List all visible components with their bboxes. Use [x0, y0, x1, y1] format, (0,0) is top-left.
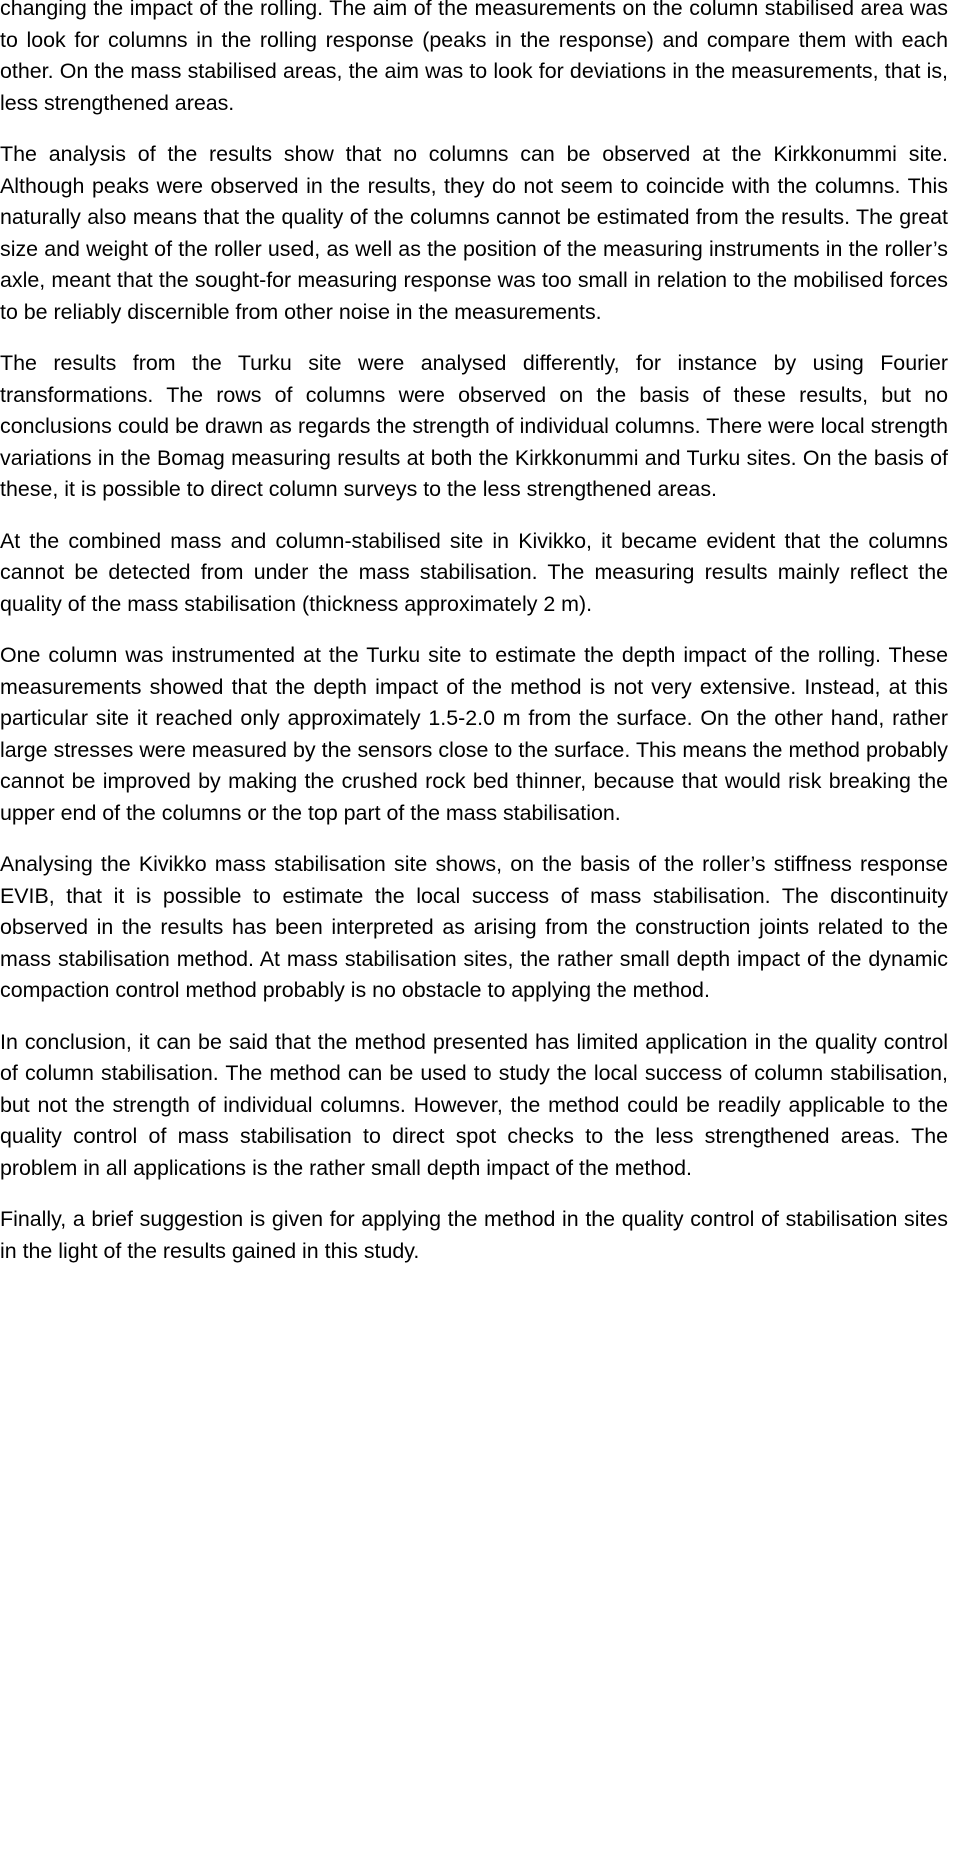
paragraph-depth-impact: One column was instrumented at the Turku site to estimate the depth impact of the rolling. These measurements showed that the depth impact of the method is not very extensive. Instead, at this particular site it reached only approximately 1.5-2.0 m from the surface. On the other hand, rather large stresses were measured by the sensors close to the surface. This means the method probably cannot be improved by making the crushed rock bed thinner, because that would risk breaking the upper end of the columns or the top part of the mass stabilisation. — [0, 643, 948, 825]
paragraph-kirkkonummi-analysis: The analysis of the results show that no columns can be observed at the Kirkkonummi site. Although peaks were observed in the results, they do not seem to coincide with the columns. This naturally also means that the quality of the columns cannot be estimated from the results. The great size and weight of the roller used, as well as the position of the measuring instruments in the roller’s axle, meant that the sought-for measuring response was too small in relation to the mobilised forces to be reliably discernible from other noise in the measurements. — [0, 142, 948, 324]
paragraph-kivikko-combined: At the combined mass and column-stabilised site in Kivikko, it became evident that the columns cannot be detected from under the mass stabilisation. The measuring results mainly reflect the quality of the mass stabilisation (thickness approximately 2 m). — [0, 528, 948, 616]
paragraph-suggestion: Finally, a brief suggestion is given for applying the method in the quality control of stabilisation sites in the light of the results gained in this study. — [0, 1207, 948, 1263]
paragraph-kivikko-mass: Analysing the Kivikko mass stabilisation site shows, on the basis of the roller’s stiffness response EVIB, that it is possible to estimate the local success of mass stabilisation. The discontinuity observed in the results has been interpreted as arising from the construction joints related to the mass stabilisation method. At mass stabilisation sites, the rather small depth impact of the dynamic compaction control method probably is no obstacle to applying the method. — [0, 852, 948, 1002]
paragraph-conclusion: In conclusion, it can be said that the method presented has limited application in the quality control of column stabilisation. The method can be used to study the local success of column stabilisation, but not the strength of individual columns. However, the method could be readily applicable to the quality control of mass stabilisation to direct spot checks to the less strengthened areas. The problem in all applications is the rather small depth impact of the method. — [0, 1029, 948, 1180]
paragraph-turku-results: The results from the Turku site were analysed differently, for instance by using Fourier transformations. The rows of columns were observed on the basis of these results, but no conclusions could be drawn as regards the strength of individual columns. There were local strength variations in the Bomag measuring results at both the Kirkkonummi and Turku sites. On the basis of these, it is possible to direct column surveys to the less strengthened areas. — [0, 351, 948, 501]
paragraph-rolling-impact: changing the impact of the rolling. The aim of the measurements on the column stabilised area was to look for columns in the rolling response (peaks in the response) and compare them with each other. On the mass stabilised areas, the aim was to look for deviations in the measurements, that is, less strengthened areas. — [0, 0, 948, 115]
